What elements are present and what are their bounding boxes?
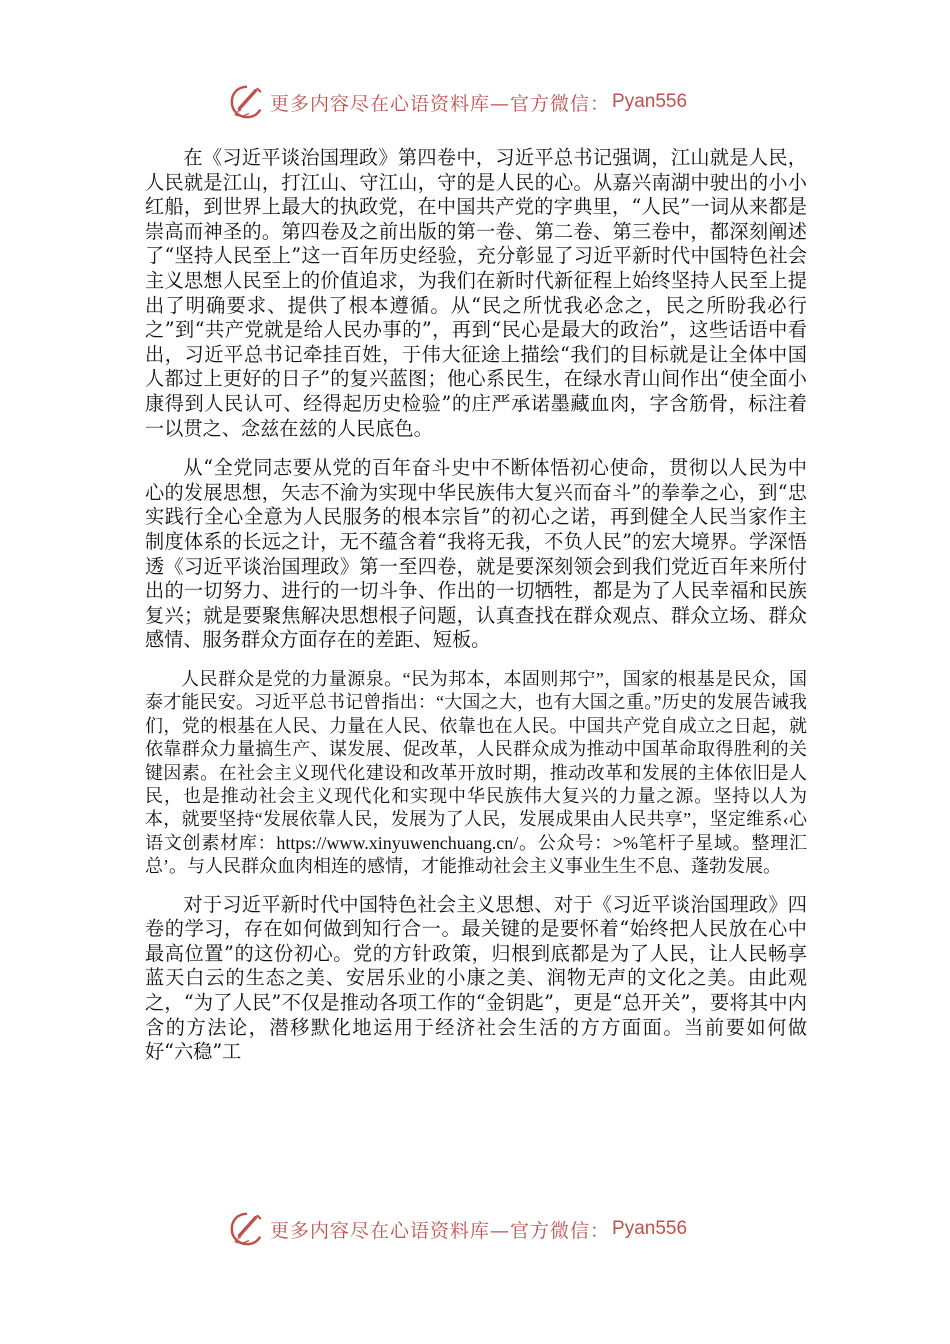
pen-logo-icon <box>228 1210 266 1248</box>
paragraph-2: 从“全党同志要从党的百年奋斗史中不断体悟初心使命，贯彻以人民为中心的发展思想，矢志不渝为实现中华民族伟大复兴而奋斗”的拳拳之心，到“忠实践行全心全意为人民服务的根本宗旨”的初心之诺，再到健全人民当家作主制度体系的长远之计，无不蕴含着“我将无我，不负人民”的宏大境界。学深悟透《习近平谈治国理政》第一至四卷，就是要深刻领会到我们党近百年来所付出的一切努力、进行的一切斗争、作出的一切牺牲，都是为了人民幸福和民族复兴；就是要聚焦解决思想根子问题，认真查找在群众观点、群众立场、群众感情、服务群众方面存在的差距、短板。 <box>145 456 807 652</box>
footer-banner <box>228 1209 728 1249</box>
footer-wechat-id: Pyan556 <box>612 1218 688 1239</box>
header-wechat-id: Pyan556 <box>612 91 688 112</box>
pen-logo-icon <box>228 83 266 121</box>
paragraph-4: 对于习近平新时代中国特色社会主义思想、对于《习近平谈治国理政》四卷的学习，存在如何做到知行合一。最关键的是要怀着“始终把人民放在心中最高位置”的这份初心。党的方针政策，归根到底都是为了人民，让人民畅享蓝天白云的生态之美、安居乐业的小康之美、润物无声的文化之美。由此观之，“为了人民”不仅是推动各项工作的“金钥匙”，更是“总开关”，要将其中内含的方法论，潜移默化地运用于经济社会生活的方方面面。当前要如何做好“六稳”工 <box>145 892 807 1064</box>
header-banner-text: 更多内容尽在心语资料库—官方微信： <box>270 92 611 115</box>
footer-banner-text: 更多内容尽在心语资料库—官方微信： <box>270 1219 611 1242</box>
paragraph-1: 在《习近平谈治国理政》第四卷中，习近平总书记强调，江山就是人民，人民就是江山，打江山、守江山，守的是人民的心。从嘉兴南湖中驶出的小小红船，到世界上最大的执政党，在中国共产党的字典里，“人民”一词从来都是崇高而神圣的。第四卷及之前出版的第一卷、第二卷、第三卷中，都深刻阐述了“坚持人民至上”这一百年历史经验，充分彰显了习近平新时代中国特色社会主义思想人民至上的价值追求，为我们在新时代新征程上始终坚持人民至上提出了明确要求、提供了根本遵循。从“民之所忧我必念之，民之所盼我必行之”到“共产党就是给人民办事的”，再到“民心是最大的政治”，这些话语中看出，习近平总书记牵挂百姓，于伟大征途上描绘“我们的目标就是让全体中国人都过上更好的日子”的复兴蓝图；他心系民生，在绿水青山间作出“使全面小康得到人民认可、经得起历史检验”的庄严承诺墨藏血肉，字含筋骨，标注着一以贯之、念兹在兹的人民底色。 <box>145 146 807 440</box>
document-body <box>145 146 807 1080</box>
paragraph-3: 人民群众是党的力量源泉。“民为邦本，本固则邦宁”，国家的根基是民众，国泰才能民安。习近平总书记曾指出：“大国之大，也有大国之重。”历史的发展告诫我们，党的根基在人民、力量在人民、依靠也在人民。中国共产党自成立之日起，就依靠群众力量搞生产、谋发展、促改革，人民群众成为推动中国革命取得胜利的关键因素。在社会主义现代化建设和改革开放时期，推动改革和发展的主体依旧是人民，也是推动社会主义现代化和实现中华民族伟大复兴的力量之源。坚持以人为本，就要坚持“发展依靠人民，发展为了人民，发展成果由人民共享”，坚定维系‹心语文创素材库：https://www.xinyuwenchuang.cn/。公众号：>%笔杆子星域。整理汇总’。与人民群众血肉相连的感情，才能推动社会主义事业生生不息、蓬勃发展。 <box>145 668 807 877</box>
header-banner <box>228 82 728 122</box>
